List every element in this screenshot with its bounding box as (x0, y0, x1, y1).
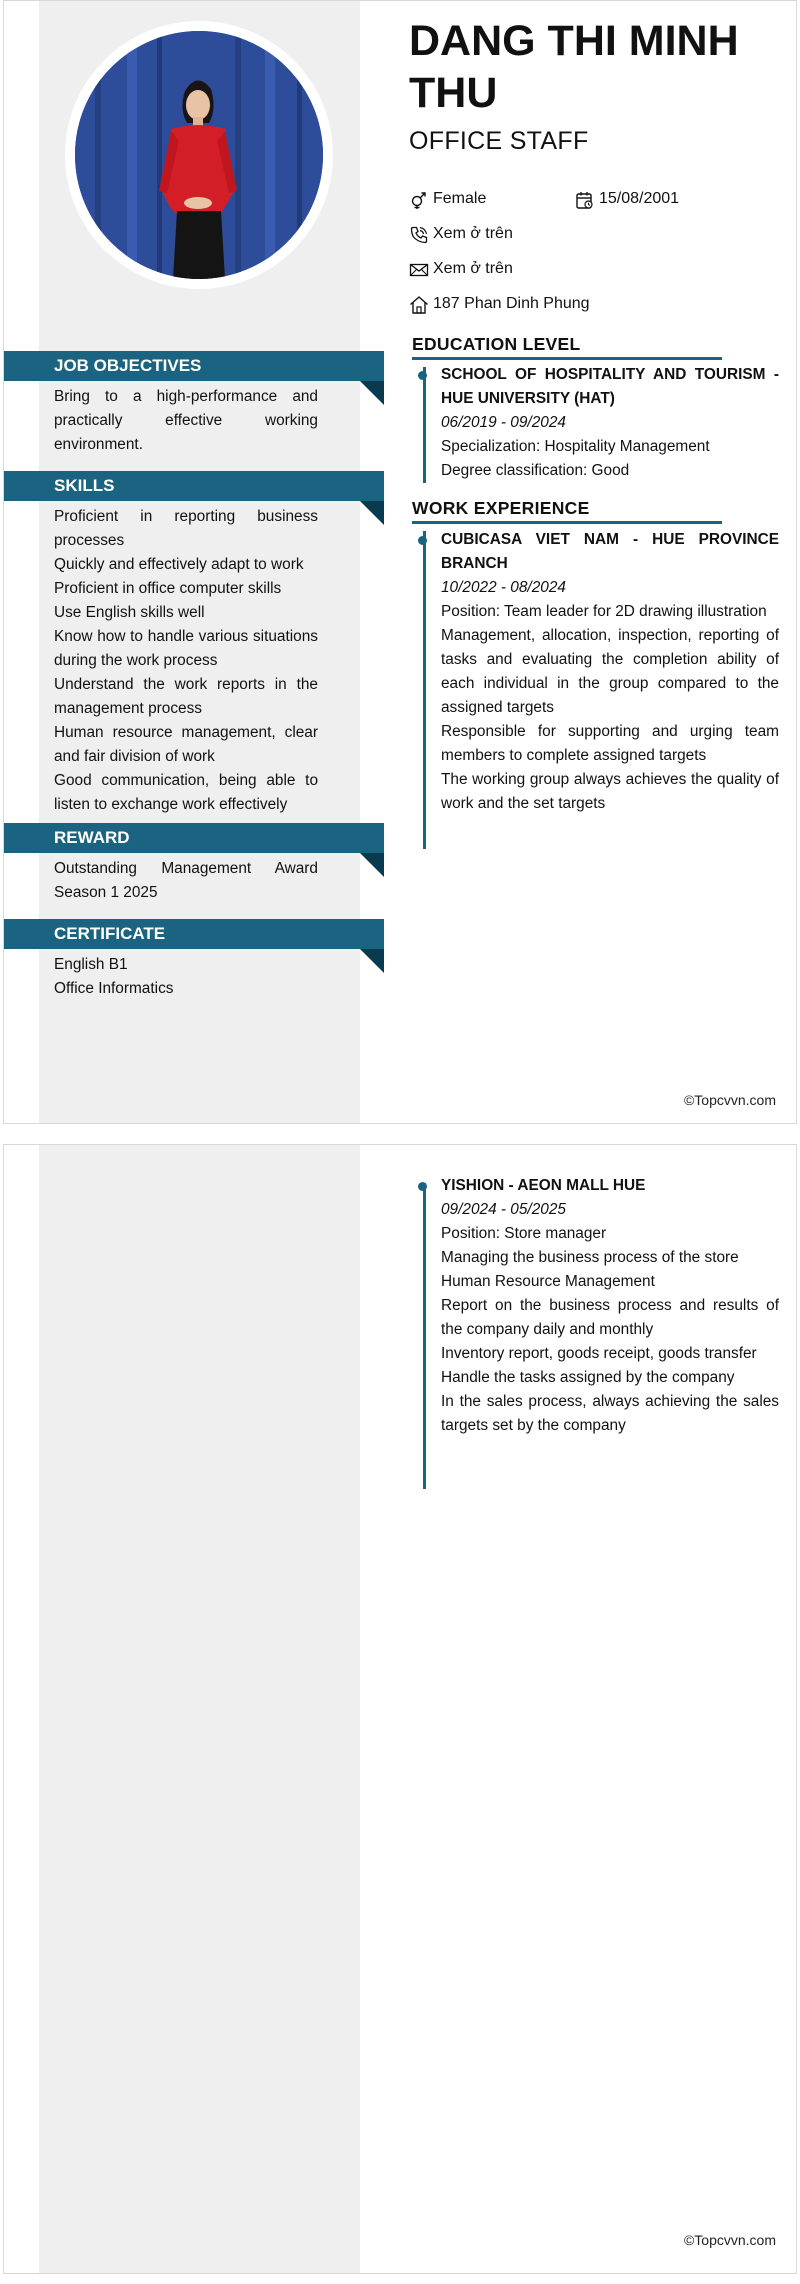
work-detail: Position: Store manager (441, 1225, 607, 1242)
profile-photo (75, 31, 323, 279)
gender-field (409, 188, 559, 210)
certificate-list (54, 953, 318, 1001)
skills-header: SKILLS (4, 471, 384, 501)
phone-icon (409, 225, 429, 245)
birthday-field (575, 188, 755, 210)
skill-item: Know how to handle various situations during the work process (54, 628, 318, 669)
skill-item: Proficient in reporting business processes (54, 508, 318, 549)
profile-photo-frame (65, 21, 333, 289)
company-name: CUBICASA VIET NAM - HUE PROVINCE BRANCH (441, 531, 779, 572)
work-timeline-dot (418, 1182, 427, 1191)
education-timeline (423, 367, 426, 483)
reward-header: REWARD (4, 823, 384, 853)
phone-field (409, 223, 609, 245)
skills-list (54, 505, 318, 817)
skill-item: Good communication, being able to listen to exchange work effectively (54, 772, 318, 813)
cv-page-2 (3, 1144, 797, 2274)
certificate-header-fold (360, 949, 384, 973)
home-icon (409, 295, 429, 315)
work-entry (441, 1174, 779, 1438)
work-date: 10/2022 - 08/2024 (441, 579, 566, 596)
certificate-item: English B1 (54, 956, 128, 973)
skill-item: Quickly and effectively adapt to work (54, 556, 304, 573)
work-detail: Inventory report, goods receipt, goods transfer (441, 1345, 757, 1362)
skill-item: Human resource management, clear and fair division of work (54, 724, 318, 765)
work-detail: The working group always achieves the quality of work and the set targets (441, 771, 779, 812)
work-detail: Position: Team leader for 2D drawing illustration (441, 603, 767, 620)
reward-header-fold (360, 853, 384, 877)
company-name: YISHION - AEON MALL HUE (441, 1177, 646, 1194)
footer-brand: ©Topcvvn.com (683, 2232, 776, 2248)
footer-brand: ©Topcvvn.com (683, 1092, 776, 1108)
work-detail: Managing the business process of the store (441, 1249, 739, 1266)
work-date: 09/2024 - 05/2025 (441, 1201, 566, 1218)
certificate-header: CERTIFICATE (4, 919, 384, 949)
envelope-icon (409, 260, 429, 280)
certificate-item: Office Informatics (54, 980, 174, 997)
job-objectives-text: Bring to a high-performance and practically effective working environment. (54, 388, 318, 453)
work-experience-header-rule (412, 521, 722, 524)
address-field (409, 293, 659, 315)
candidate-position: OFFICE STAFF (409, 127, 589, 155)
work-detail: Report on the business process and results of the company daily and monthly (441, 1297, 779, 1338)
work-experience-header: WORK EXPERIENCE (412, 498, 590, 518)
education-detail: Degree classification: Good (441, 462, 630, 479)
education-header-rule (412, 357, 722, 360)
work-timeline (423, 531, 426, 849)
sidebar-column (39, 1145, 360, 2273)
education-detail: Specialization: Hospitality Management (441, 438, 710, 455)
education-date: 06/2019 - 09/2024 (441, 414, 566, 431)
gender-icon (409, 190, 429, 210)
gender-value: Female (433, 190, 487, 207)
calendar-icon (575, 190, 595, 210)
work-detail: In the sales process, always achieving the sales targets set by the company (441, 1393, 779, 1434)
job-objectives-header-fold (360, 381, 384, 405)
candidate-name: DANG THI MINH THU (409, 17, 739, 117)
work-detail: Human Resource Management (441, 1273, 655, 1290)
email-value: Xem ở trên (433, 260, 513, 277)
skill-item: Understand the work reports in the management process (54, 676, 318, 717)
job-objectives-header: JOB OBJECTIVES (4, 351, 384, 381)
work-entry (441, 528, 779, 816)
work-detail: Management, allocation, inspection, reporting of tasks and evaluating the completion ability of each individual in the group compared to the assigned targets (441, 627, 779, 716)
address-value: 187 Phan Dinh Phung (433, 295, 590, 312)
work-timeline (423, 1183, 426, 1489)
skill-item: Proficient in office computer skills (54, 580, 282, 597)
education-header: EDUCATION LEVEL (412, 334, 581, 354)
skills-header-fold (360, 501, 384, 525)
reward-text: Outstanding Management Award Season 1 2025 (54, 860, 318, 901)
work-detail: Responsible for supporting and urging team members to complete assigned targets (441, 723, 779, 764)
email-field (409, 258, 609, 280)
school-name: SCHOOL OF HOSPITALITY AND TOURISM - HUE UNIVERSITY (HAT) (441, 366, 779, 407)
phone-value: Xem ở trên (433, 225, 513, 242)
work-timeline-dot (418, 536, 427, 545)
work-detail: Handle the tasks assigned by the company (441, 1369, 735, 1386)
skill-item: Use English skills well (54, 604, 205, 621)
cv-page-1 (3, 0, 797, 1124)
education-entry (441, 363, 779, 483)
education-timeline-dot (418, 371, 427, 380)
birthday-value: 15/08/2001 (599, 190, 680, 207)
